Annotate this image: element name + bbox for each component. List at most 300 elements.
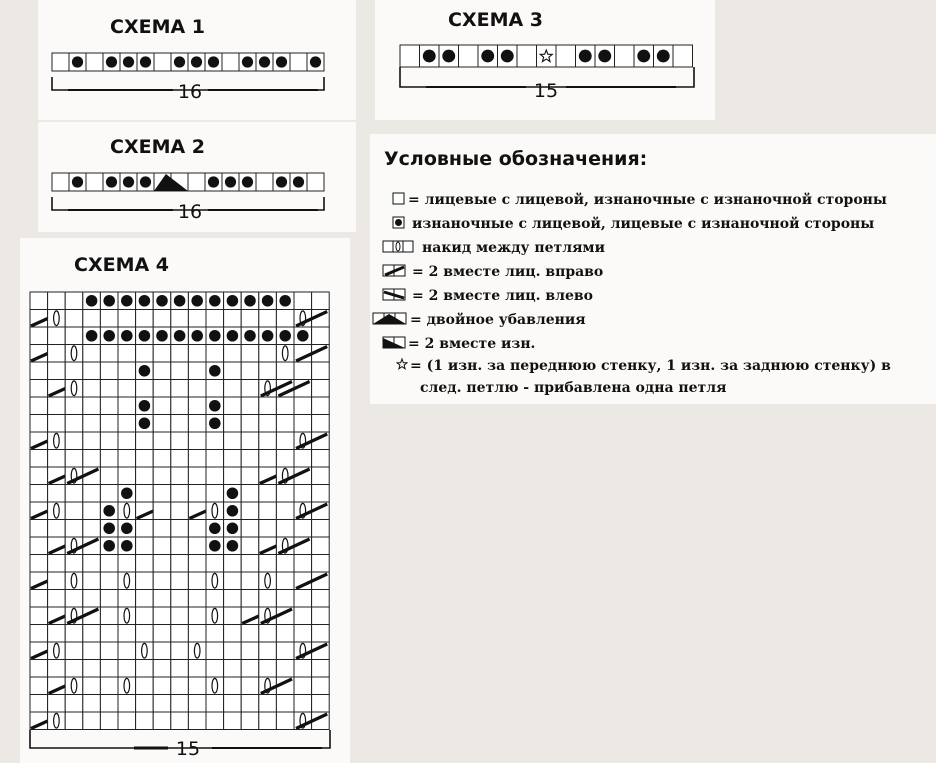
knit-cell [241,660,259,678]
purl-cell [224,327,242,345]
knit-cell [65,397,83,415]
knit-cell [65,625,83,643]
knit-cell [154,53,171,71]
purl-cell [100,502,118,520]
knit-cell [294,362,312,380]
knit-cell [65,695,83,713]
knit-cell [188,590,206,608]
scheme-4-chart [26,290,334,763]
knit-cell [83,677,101,695]
knit-cell [86,53,103,71]
knit-cell [83,485,101,503]
knit-cell [188,432,206,450]
knit-cell [83,450,101,468]
knit-cell [312,625,330,643]
knit-cell [241,345,259,363]
knit-cell [153,677,171,695]
yarn-over-cell [65,345,83,363]
knit-cell [48,590,66,608]
knit-cell [171,555,189,573]
knit-cell [188,397,206,415]
knit-cell [171,362,189,380]
purl-cell [206,415,224,433]
knit-cell [83,625,101,643]
knit-cell [48,450,66,468]
purl-cell [276,292,294,310]
knit-cell [100,590,118,608]
knit-cell [312,485,330,503]
k2tog-right-icon [382,263,408,279]
knit-cell [171,432,189,450]
knit-cell [276,625,294,643]
purl-cell [239,173,256,191]
knit-cell [276,555,294,573]
knit-cell [241,555,259,573]
knit-cell [65,485,83,503]
purl-cell [171,327,189,345]
knit-cell [118,310,136,328]
knit-cell [171,537,189,555]
knit-cell [136,590,154,608]
knit-cell [224,572,242,590]
purl-cell [188,53,205,71]
knit-cell [241,450,259,468]
knit-cell [276,310,294,328]
knit-cell [206,555,224,573]
knit-cell [241,695,259,713]
scheme-4-count: 15 [175,738,201,760]
purl-cell [171,292,189,310]
knit-cell [188,695,206,713]
knit-cell [222,53,239,71]
knit-cell [294,695,312,713]
purl-cell [136,415,154,433]
purl-cell [118,537,136,555]
knit-cell [65,642,83,660]
purl-cell [654,45,674,67]
purl-icon [392,215,406,229]
knit-cell [259,502,277,520]
purl-cell [224,537,242,555]
knit-cell [118,362,136,380]
knit-cell [188,572,206,590]
knit-cell [153,537,171,555]
knit-cell [118,590,136,608]
yarn-over-cell [206,572,224,590]
scheme-1-count: 16 [177,81,203,103]
knit-cell [118,432,136,450]
knit-cell [136,572,154,590]
knit-cell [259,712,277,730]
knit-cell [276,712,294,730]
knit-cell [100,572,118,590]
knit-cell [556,45,576,67]
knit-cell [153,660,171,678]
knit-cell [153,432,171,450]
knit-cell [83,520,101,538]
knit-cell [241,362,259,380]
knit-cell [48,555,66,573]
knit-cell [171,520,189,538]
knit-cell [188,380,206,398]
knit-cell [65,415,83,433]
knit-cell [83,660,101,678]
knit-cell [83,695,101,713]
knit-cell [188,362,206,380]
purl-cell [498,45,518,67]
purl-cell [118,327,136,345]
knit-cell [30,590,48,608]
purl-cell [634,45,654,67]
knit-cell [171,695,189,713]
yarn-over-cell [65,677,83,695]
knit-cell [276,362,294,380]
purl-cell [100,520,118,538]
knit-cell [136,520,154,538]
knit-cell [312,660,330,678]
purl-cell [273,173,290,191]
knit-cell [276,415,294,433]
yarn-over-cell [259,572,277,590]
knit-cell [65,555,83,573]
knit-cell [153,467,171,485]
knit-cell [312,397,330,415]
knit-cell [224,607,242,625]
knit-cell [312,450,330,468]
knit-cell [241,520,259,538]
purl-cell [273,53,290,71]
knit-cell [206,695,224,713]
yarn-over-cell [48,642,66,660]
purl-cell [69,173,86,191]
knit-cell [100,415,118,433]
knit-cell [241,572,259,590]
double-decrease-icon [372,311,408,327]
knit-cell [290,53,307,71]
knit-cell [206,712,224,730]
knit-cell [459,45,479,67]
purl-cell [224,485,242,503]
purl-cell [290,173,307,191]
knit-cell [100,345,118,363]
knit-cell [118,450,136,468]
knit-cell [118,397,136,415]
purl-cell [206,537,224,555]
k2tog-left-icon [382,287,408,303]
knit-cell [224,362,242,380]
knit-cell [65,660,83,678]
knit-cell [30,485,48,503]
knit-cell [136,380,154,398]
knit-cell [259,642,277,660]
knit-cell [48,327,66,345]
knit-cell [276,590,294,608]
knit-cell [241,642,259,660]
knit-cell [118,380,136,398]
purl-cell [188,327,206,345]
purl-cell [206,327,224,345]
knit-cell [30,450,48,468]
knit-cell [188,450,206,468]
purl-cell [241,292,259,310]
scheme-3-chart [396,42,706,102]
increase-star-cell [537,45,557,67]
knit-cell [100,555,118,573]
knit-cell [188,173,205,191]
knit-cell [153,642,171,660]
knit-cell [100,397,118,415]
yarn-over-cell [65,380,83,398]
yarn-over-cell [118,572,136,590]
knit-cell [30,660,48,678]
knit-cell [48,345,66,363]
knit-cell [276,695,294,713]
knit-cell [241,467,259,485]
knit-cell [48,292,66,310]
purl-cell [136,362,154,380]
knit-cell [65,327,83,345]
knit-cell [206,380,224,398]
yarn-over-cell [276,345,294,363]
knit-cell [294,485,312,503]
knit-cell [30,695,48,713]
knit-cell [153,345,171,363]
knit-cell [259,695,277,713]
knit-cell [294,555,312,573]
knit-cell [153,380,171,398]
knit-cell [206,485,224,503]
knit-cell [171,345,189,363]
knit-cell [171,642,189,660]
knit-cell [171,380,189,398]
knit-cell [65,450,83,468]
purl-cell [118,292,136,310]
purl-cell [120,53,137,71]
knit-cell [100,712,118,730]
knit-cell [312,292,330,310]
knit-cell [100,485,118,503]
knit-cell [153,625,171,643]
knit-cell [312,467,330,485]
knit-cell [241,415,259,433]
knit-cell [224,625,242,643]
knit-cell [100,695,118,713]
knit-cell [241,380,259,398]
knit-cell [312,607,330,625]
knit-cell [312,537,330,555]
knit-cell [241,677,259,695]
knit-cell [30,555,48,573]
knit-cell [276,397,294,415]
knit-cell [118,415,136,433]
purl-cell [595,45,615,67]
knit-cell [276,485,294,503]
knit-cell [136,555,154,573]
knit-cell [100,660,118,678]
knit-cell [48,485,66,503]
knit-cell [224,642,242,660]
purl-cell [256,53,273,71]
knit-cell [153,555,171,573]
knit-cell [294,415,312,433]
knit-cell [30,677,48,695]
scheme-1-title: СХЕМА 1 [110,16,206,38]
knit-cell [294,625,312,643]
knit-cell [188,712,206,730]
knit-cell [136,310,154,328]
knit-cell [171,415,189,433]
purl-cell [206,520,224,538]
knit-cell [136,345,154,363]
knit-cell [48,520,66,538]
knit-cell [294,292,312,310]
knit-cell [188,345,206,363]
purl-cell [103,53,120,71]
purl-cell [420,45,440,67]
knit-cell [294,677,312,695]
purl-cell [224,502,242,520]
knit-cell [30,292,48,310]
knit-cell [312,415,330,433]
purl-cell [205,173,222,191]
knit-cell [188,537,206,555]
knit-cell [188,415,206,433]
knit-cell [259,345,277,363]
yarn-over-cell [48,432,66,450]
knit-cell [224,415,242,433]
knit-cell [206,432,224,450]
knit-cell [224,310,242,328]
knit-cell [30,520,48,538]
scheme-3-count: 15 [533,80,559,102]
knit-cell [276,572,294,590]
knit-cell [65,292,83,310]
knit-cell [136,625,154,643]
knit-cell [206,642,224,660]
scheme-3-title: СХЕМА 3 [448,9,544,31]
p2tog-icon [382,335,408,351]
purl-cell [118,485,136,503]
knit-cell [206,625,224,643]
knit-cell [153,520,171,538]
purl-cell [478,45,498,67]
knit-cell [100,677,118,695]
knit-cell [30,537,48,555]
knit-cell [171,625,189,643]
purl-cell [100,537,118,555]
knit-cell [188,607,206,625]
knit-cell [259,660,277,678]
purl-cell [239,53,256,71]
knit-cell [241,485,259,503]
knit-cell [65,712,83,730]
knit-cell [136,450,154,468]
knit-cell [256,173,273,191]
knit-cell [276,520,294,538]
knit-cell [259,397,277,415]
knit-cell [30,327,48,345]
purl-cell [206,397,224,415]
knit-cell [171,502,189,520]
purl-cell [241,327,259,345]
knit-cell [100,467,118,485]
knit-cell [241,397,259,415]
knit-cell [171,712,189,730]
knit-cell [136,712,154,730]
knit-cell [171,397,189,415]
knit-cell [276,432,294,450]
knit-cell [294,590,312,608]
knit-cell [118,642,136,660]
knit-cell [86,173,103,191]
knit-cell [65,502,83,520]
purl-cell [307,53,324,71]
knit-cell [48,695,66,713]
knit-cell [83,555,101,573]
knit-cell [83,362,101,380]
yarn-over-cell [118,607,136,625]
knit-cell [83,590,101,608]
knit-cell [188,677,206,695]
knit-cell [224,380,242,398]
knit-cell [259,520,277,538]
knit-cell [171,607,189,625]
purl-cell [83,327,101,345]
purl-cell [136,292,154,310]
purl-cell [276,327,294,345]
knit-cell [188,625,206,643]
knit-cell [259,415,277,433]
knit-cell [65,362,83,380]
knit-cell [153,415,171,433]
knit-cell [65,432,83,450]
knit-cell [312,555,330,573]
yarn-over-cell [188,642,206,660]
scheme-2-count: 16 [177,201,203,223]
knit-cell [224,677,242,695]
knit-cell [312,520,330,538]
purl-cell [439,45,459,67]
knit-icon [392,191,406,205]
knit-cell [52,53,69,71]
knit-cell [224,397,242,415]
purl-cell [136,397,154,415]
knit-cell [100,642,118,660]
knit-cell [118,467,136,485]
knit-cell [224,695,242,713]
knit-cell [153,695,171,713]
knit-cell [30,607,48,625]
purl-cell [137,173,154,191]
knit-cell [206,467,224,485]
knit-cell [100,625,118,643]
knit-cell [276,642,294,660]
knit-cell [100,607,118,625]
knit-cell [188,467,206,485]
knit-cell [136,660,154,678]
yarn-over-cell [206,607,224,625]
purl-cell [137,53,154,71]
knit-cell [276,660,294,678]
knit-cell [259,450,277,468]
knit-cell [241,625,259,643]
knit-cell [153,397,171,415]
knit-cell [276,502,294,520]
purl-cell [83,292,101,310]
knit-cell [52,173,69,191]
knit-cell [48,362,66,380]
purl-cell [100,327,118,345]
